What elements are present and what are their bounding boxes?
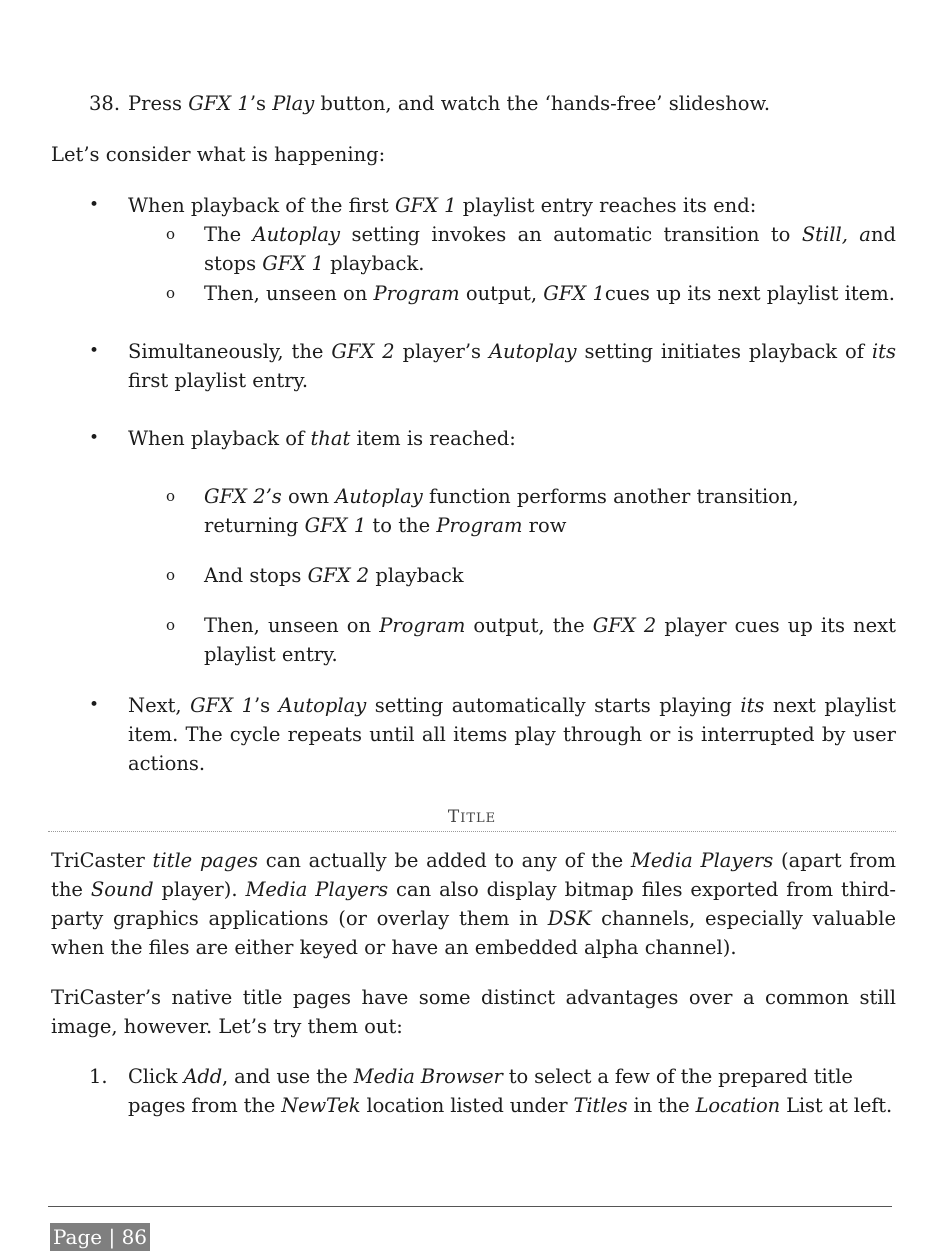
bullet-3-text: When playback of that item is reached: (128, 427, 516, 450)
sub-bullet-marker: o (166, 616, 176, 634)
bullet-3-sub-1: GFX 2’s own Autoplay function performs another transition, returning GFX 1 to the Program row (204, 485, 799, 537)
bullet-4-text: Next, GFX 1’s Autoplay setting automatically starts playing its next playlist item. The cycle repeats until all items play through or is interrupted by user actions. (128, 694, 896, 775)
bullet-marker: • (89, 695, 100, 715)
bullet-marker: • (89, 428, 100, 448)
sub-bullet-marker: o (166, 225, 176, 243)
bullet-1-sub-1: The Autoplay setting invokes an automatic transition to Still, and stops GFX 1 playback. (204, 223, 896, 275)
section-divider (48, 831, 896, 832)
bullet-marker: • (89, 341, 100, 361)
step-1-text: Click Add, and use the Media Browser to select a few of the prepared title pages from the NewTek location listed under Titles in the Location List at left. (128, 1065, 893, 1117)
section-heading: TITLE (447, 807, 497, 827)
sub-bullet-marker: o (166, 566, 176, 584)
bullet-marker: • (89, 195, 100, 215)
step-number: 1. (89, 1065, 108, 1088)
bullet-2-text: Simultaneously, the GFX 2 player’s Autoplay setting initiates playback of its first playlist entry. (128, 340, 896, 392)
bullet-1-text: When playback of the first GFX 1 playlist entry reaches its end: (128, 194, 757, 217)
page-number-badge: Page | 86 (50, 1223, 150, 1251)
step-38-text: Press GFX 1’s Play button, and watch the ‘hands-free’ slideshow. (128, 92, 771, 115)
sub-bullet-marker: o (166, 284, 176, 302)
title-pages-paragraph: TriCaster title pages can actually be added to any of the Media Players (apart from the Sound player). Media Players can also display bitmap files exported from third-party graphics applications (or overlay them in DSK channels, especially valuable when the files are either keyed or have an embedded alpha channel). (51, 849, 897, 959)
sub-bullet-marker: o (166, 487, 176, 505)
bullet-3-sub-2: And stops GFX 2 playback (204, 564, 464, 587)
native-title-paragraph: TriCaster’s native title pages have some distinct advantages over a common still image, however. Let’s try them out: (51, 986, 896, 1038)
intro-line: Let’s consider what is happening: (51, 143, 386, 166)
step-number: 38. (89, 92, 121, 115)
footer-divider (48, 1206, 892, 1207)
bullet-1-sub-2: Then, unseen on Program output, GFX 1cues up its next playlist item. (204, 282, 895, 305)
bullet-3-sub-3: Then, unseen on Program output, the GFX 2 player cues up its next playlist entry. (204, 614, 896, 666)
